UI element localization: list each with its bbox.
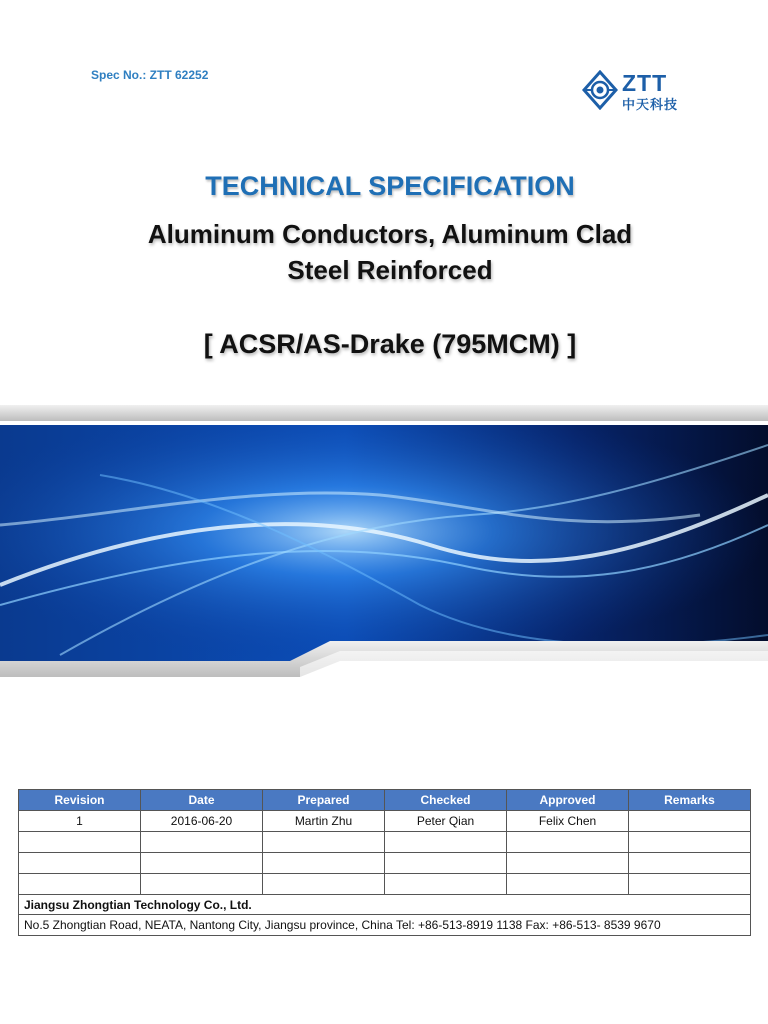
company-address: No.5 Zhongtian Road, NEATA, Nantong City, Jiangsu province, China Tel: +86-513-8919 1138 Fax: +86-513- 8539 9670 (19, 915, 751, 936)
ztt-logo (582, 70, 694, 113)
cell-date (141, 853, 263, 874)
column-header-prepared: Prepared (263, 790, 385, 811)
logo-text: ZTT (622, 70, 668, 96)
company-name: Jiangsu Zhongtian Technology Co., Ltd. (19, 895, 751, 915)
cell-revision: 1 (19, 811, 141, 832)
address-row (19, 915, 751, 936)
cell-date: 2016-06-20 (141, 811, 263, 832)
product-name: [ ACSR/AS-Drake (795MCM) ] (203, 329, 577, 359)
spec-number: Spec No.: ZTT 62252 (91, 68, 209, 82)
cell-approved (507, 853, 629, 874)
cell-date (141, 832, 263, 853)
cell-checked (385, 853, 507, 874)
cell-remarks (629, 811, 751, 832)
cell-checked (385, 832, 507, 853)
cell-remarks (629, 853, 751, 874)
ztt-emblem-icon (582, 70, 618, 110)
cell-prepared (263, 832, 385, 853)
cell-approved (507, 874, 629, 895)
cell-date (141, 874, 263, 895)
decorative-banner (0, 405, 768, 685)
table-row (19, 874, 751, 895)
cell-approved (507, 832, 629, 853)
cell-checked (385, 874, 507, 895)
table-row (19, 811, 751, 832)
document-subtitle-line1: Aluminum Conductors, Aluminum Clad (147, 219, 633, 249)
cell-approved: Felix Chen (507, 811, 629, 832)
column-header-approved: Approved (507, 790, 629, 811)
cell-prepared (263, 853, 385, 874)
cell-remarks (629, 874, 751, 895)
cell-remarks (629, 832, 751, 853)
cell-prepared: Martin Zhu (263, 811, 385, 832)
document-title: TECHNICAL SPECIFICATION (205, 171, 575, 201)
cell-checked: Peter Qian (385, 811, 507, 832)
table-row (19, 832, 751, 853)
column-header-date: Date (141, 790, 263, 811)
logo-chinese-text: 中天科技 (622, 98, 679, 113)
revision-table (18, 789, 751, 936)
cell-revision (19, 832, 141, 853)
column-header-revision: Revision (19, 790, 141, 811)
company-row (19, 895, 751, 915)
cell-revision (19, 853, 141, 874)
table-row (19, 853, 751, 874)
column-header-remarks: Remarks (629, 790, 751, 811)
document-subtitle-line2: Steel Reinforced (287, 255, 493, 285)
table-header-row (19, 790, 751, 811)
column-header-checked: Checked (385, 790, 507, 811)
cell-revision (19, 874, 141, 895)
cell-prepared (263, 874, 385, 895)
